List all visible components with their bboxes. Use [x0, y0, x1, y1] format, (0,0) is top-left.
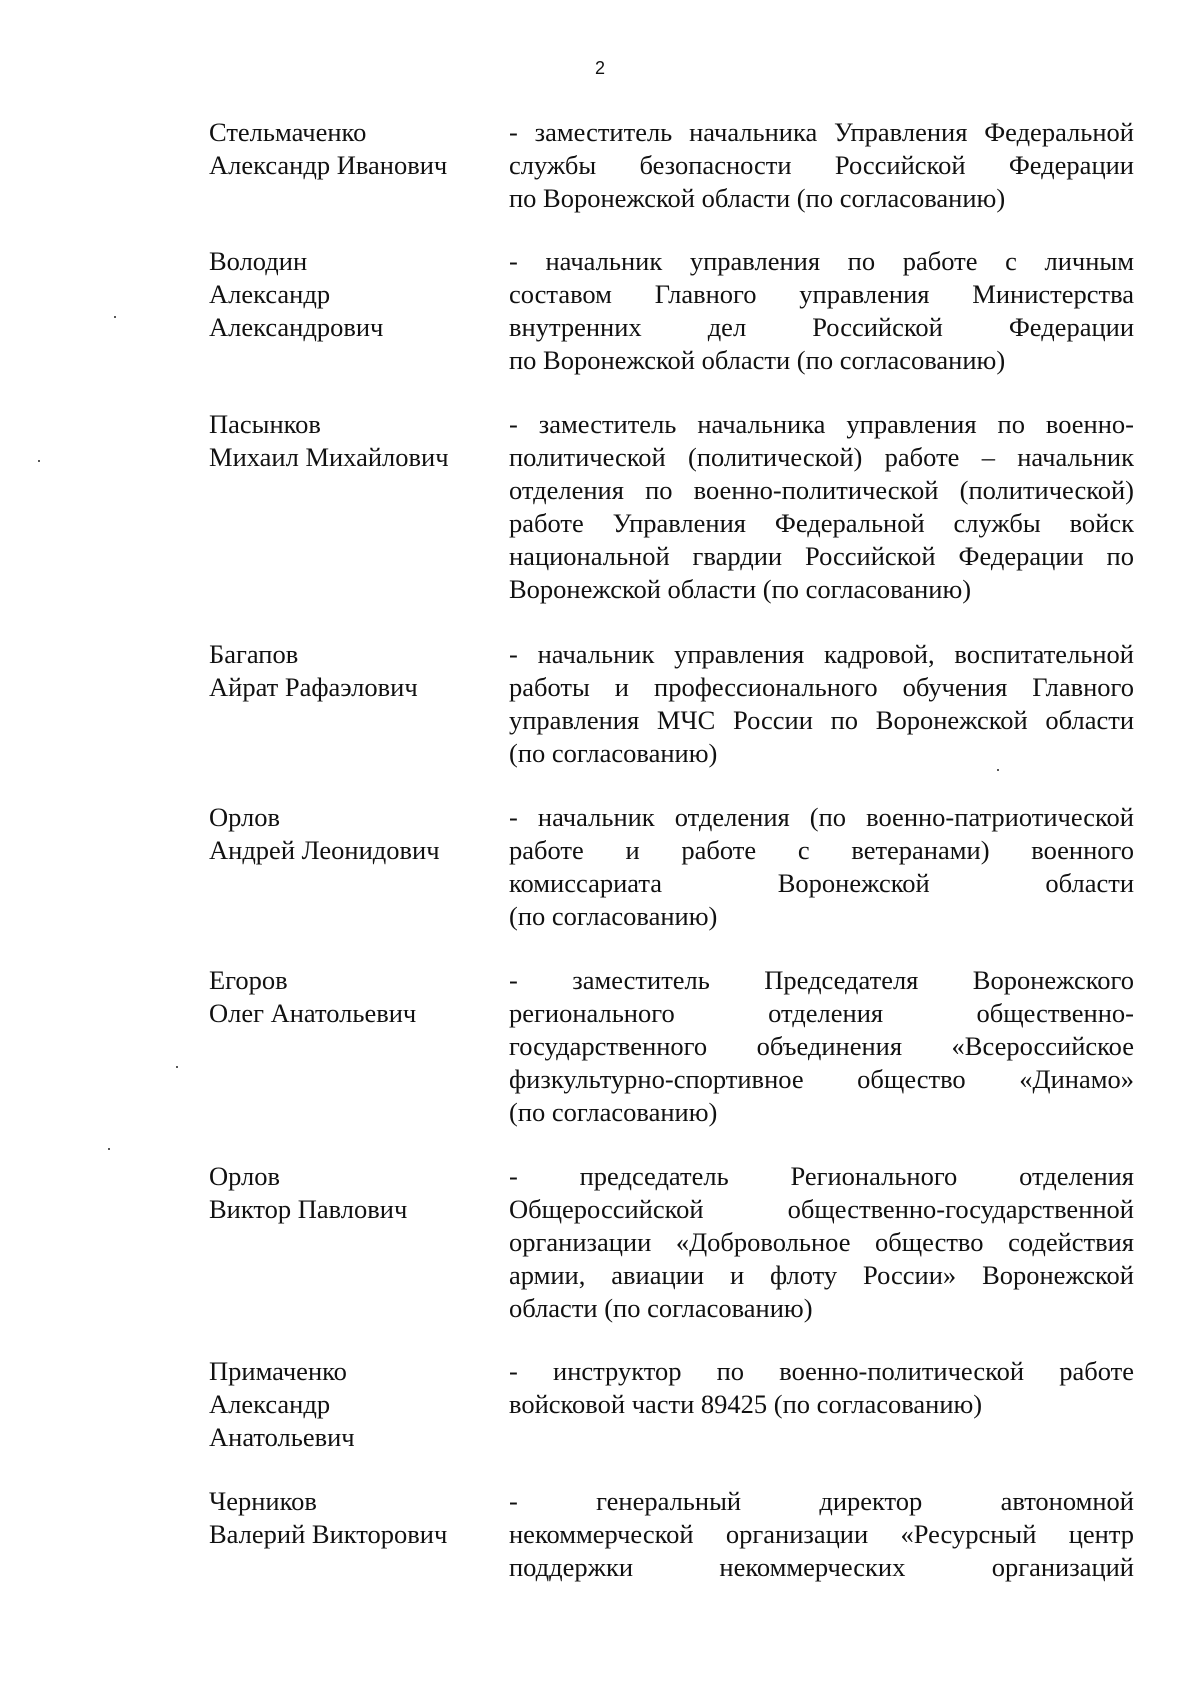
position-line: армии, авиации и флоту России» Воронежской	[509, 1260, 1134, 1290]
name-line: Анатольевич	[209, 1422, 355, 1452]
scan-speck	[114, 316, 116, 318]
name-line: Пасынков	[209, 409, 321, 439]
position-line: - заместитель начальника Управления Федеральной	[509, 117, 1134, 147]
position-line: Воронежской области (по согласованию)	[509, 574, 972, 604]
member-position	[509, 1355, 1134, 1421]
scan-speck	[38, 460, 40, 462]
name-line: Черников	[209, 1486, 317, 1516]
member-position	[509, 801, 1134, 933]
position-line: - начальник управления кадровой, воспитательной	[509, 639, 1134, 669]
member-name	[209, 116, 479, 182]
position-line: составом Главного управления Министерства	[509, 279, 1134, 309]
position-line: - заместитель Председателя Воронежского	[509, 965, 1134, 995]
position-line: политической (политической) работе – начальник	[509, 442, 1134, 472]
position-line: регионального отделения общественно-	[509, 998, 1134, 1028]
position-line: - заместитель начальника управления по военно-	[509, 409, 1134, 439]
member-name	[209, 964, 479, 1030]
position-line: некоммерческой организации «Ресурсный центр	[509, 1519, 1134, 1549]
position-line: поддержки некоммерческих организаций	[509, 1552, 1134, 1582]
name-line: Володин	[209, 246, 308, 276]
name-line: Егоров	[209, 965, 288, 995]
position-line: организации «Добровольное общество содействия	[509, 1227, 1134, 1257]
position-line: (по согласованию)	[509, 1097, 718, 1127]
position-line: национальной гвардии Российской Федерации по	[509, 541, 1134, 571]
member-position	[509, 245, 1134, 377]
member-position	[509, 116, 1134, 215]
name-line: Багапов	[209, 639, 299, 669]
name-line: Александр	[209, 279, 331, 309]
scan-speck	[997, 769, 999, 771]
name-line: Андрей Леонидович	[209, 835, 440, 865]
scan-speck	[108, 1148, 110, 1150]
member-name	[209, 1485, 479, 1551]
position-line: работе и работе с ветеранами) военного	[509, 835, 1134, 865]
position-line: - начальник отделения (по военно-патриотической	[509, 802, 1134, 832]
member-name	[209, 245, 479, 344]
member-name	[209, 801, 479, 867]
member-position	[509, 638, 1134, 770]
name-line: Валерий Викторович	[209, 1519, 448, 1549]
position-line: внутренних дел Российской Федерации	[509, 312, 1134, 342]
name-line: Виктор Павлович	[209, 1194, 408, 1224]
name-line: Примаченко	[209, 1356, 347, 1386]
name-line: Айрат Рафаэлович	[209, 672, 418, 702]
position-line: отделения по военно-политической (политической)	[509, 475, 1134, 505]
position-line: работы и профессионального обучения Главного	[509, 672, 1134, 702]
position-line: государственного объединения «Всероссийское	[509, 1031, 1134, 1061]
member-name	[209, 1355, 479, 1454]
position-line: службы безопасности Российской Федерации	[509, 150, 1134, 180]
page-number: 2	[594, 58, 605, 78]
member-position	[509, 408, 1134, 606]
position-line: физкультурно-спортивное общество «Динамо»	[509, 1064, 1134, 1094]
name-line: Стельмаченко	[209, 117, 367, 147]
position-line: - генеральный директор автономной	[509, 1486, 1134, 1516]
name-line: Олег Анатольевич	[209, 998, 417, 1028]
position-line: Общероссийской общественно-государственной	[509, 1194, 1134, 1224]
position-line: по Воронежской области (по согласованию)	[509, 183, 1006, 213]
position-line: (по согласованию)	[509, 901, 718, 931]
member-position	[509, 1485, 1134, 1584]
member-position	[509, 964, 1134, 1129]
name-line: Орлов	[209, 1161, 281, 1191]
scan-speck	[176, 1066, 178, 1068]
name-line: Александр Иванович	[209, 150, 448, 180]
member-name	[209, 408, 479, 474]
position-line: - инструктор по военно-политической работе	[509, 1356, 1134, 1386]
name-line: Орлов	[209, 802, 281, 832]
position-line: области (по согласованию)	[509, 1293, 813, 1323]
position-line: работе Управления Федеральной службы войск	[509, 508, 1134, 538]
name-line: Александрович	[209, 312, 384, 342]
position-line: - председатель Регионального отделения	[509, 1161, 1134, 1191]
position-line: по Воронежской области (по согласованию)	[509, 345, 1006, 375]
position-line: войсковой части 89425 (по согласованию)	[509, 1389, 983, 1419]
position-line: (по согласованию)	[509, 738, 718, 768]
name-line: Александр	[209, 1389, 331, 1419]
position-line: комиссариата Воронежской области	[509, 868, 1134, 898]
position-line: управления МЧС России по Воронежской области	[509, 705, 1134, 735]
position-line: - начальник управления по работе с личным	[509, 246, 1134, 276]
member-position	[509, 1160, 1134, 1325]
member-name	[209, 638, 479, 704]
name-line: Михаил Михайлович	[209, 442, 449, 472]
member-name	[209, 1160, 479, 1226]
